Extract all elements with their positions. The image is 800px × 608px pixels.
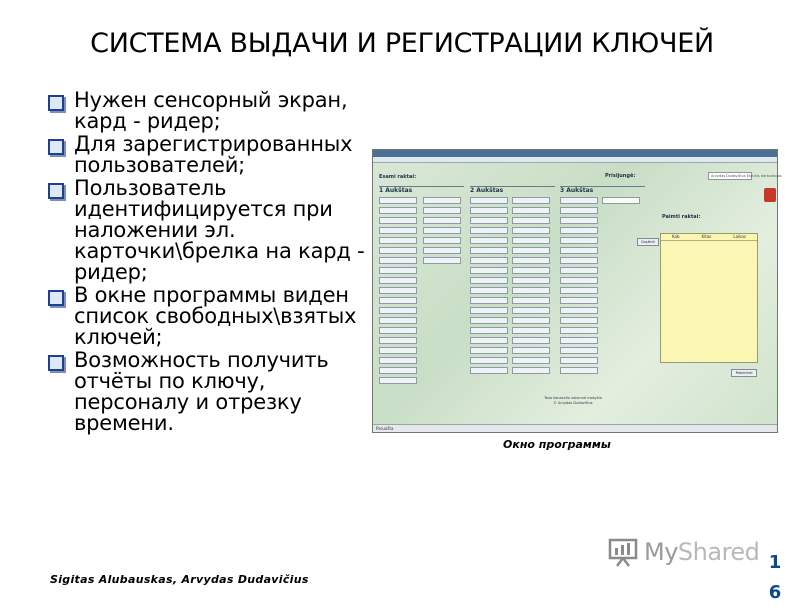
- program-footer-note: [513, 396, 633, 406]
- logo-text-part: My: [644, 538, 678, 566]
- key-button[interactable]: [512, 327, 550, 334]
- key-button[interactable]: [470, 227, 508, 234]
- key-button[interactable]: [470, 347, 508, 354]
- program-window-screenshot: [372, 149, 782, 433]
- key-button[interactable]: [470, 207, 508, 214]
- checkbox-bullet-icon: [48, 355, 64, 371]
- checkbox-bullet-icon: [48, 183, 64, 199]
- confirm-button[interactable]: Patvirtinti: [731, 369, 757, 377]
- key-button[interactable]: [470, 297, 508, 304]
- key-button[interactable]: [602, 197, 640, 204]
- key-button[interactable]: [470, 327, 508, 334]
- key-button[interactable]: [512, 277, 550, 284]
- key-button[interactable]: [379, 367, 417, 374]
- key-button[interactable]: [512, 247, 550, 254]
- bullet-item: [48, 285, 368, 348]
- checkbox-bullet-icon: [48, 139, 64, 155]
- key-button[interactable]: [379, 297, 417, 304]
- key-button[interactable]: [470, 367, 508, 374]
- key-button[interactable]: [512, 347, 550, 354]
- key-button[interactable]: [470, 247, 508, 254]
- key-button[interactable]: [470, 197, 508, 204]
- key-button[interactable]: [560, 337, 598, 344]
- key-button[interactable]: [560, 347, 598, 354]
- key-button[interactable]: [423, 227, 461, 234]
- bullet-text: Для зарегистрированных пользователей;: [74, 132, 353, 177]
- key-button[interactable]: [560, 277, 598, 284]
- bullet-item: [48, 134, 368, 176]
- key-button[interactable]: [423, 197, 461, 204]
- key-button[interactable]: [560, 227, 598, 234]
- floor-3-heading: 3 Aukštas: [560, 187, 594, 194]
- key-button[interactable]: [379, 357, 417, 364]
- key-button[interactable]: [512, 337, 550, 344]
- window-statusbar: Paruošta: [373, 424, 777, 432]
- footer-line: Tavo kanacelio valumnė mokykla: [544, 396, 602, 400]
- taken-keys-heading: Paimti raktai:: [662, 214, 701, 220]
- key-button[interactable]: [379, 217, 417, 224]
- myshared-logo: [608, 537, 759, 567]
- key-button[interactable]: [379, 247, 417, 254]
- floor-1-heading: 1 Aukštas: [379, 187, 413, 194]
- key-button[interactable]: [512, 287, 550, 294]
- login-user-field: Arvydas Dudavičius Etatinis darbuotojas: [708, 172, 752, 180]
- bullet-text: Пользователь идентифицируется при наложении эл. карточки\брелка на кард - ридер;: [74, 176, 365, 284]
- key-button[interactable]: [470, 267, 508, 274]
- key-button[interactable]: [512, 297, 550, 304]
- key-button[interactable]: [379, 197, 417, 204]
- key-button[interactable]: [470, 257, 508, 264]
- key-button[interactable]: [560, 327, 598, 334]
- free-keys-heading: Esami raktai:: [379, 174, 417, 180]
- bullet-text: Нужен сенсорный экран, кард - ридер;: [74, 88, 348, 133]
- key-button[interactable]: [560, 297, 598, 304]
- logo-text-part: Shared: [677, 538, 760, 566]
- key-button[interactable]: [470, 277, 508, 284]
- bullet-item: [48, 350, 368, 434]
- key-button[interactable]: [423, 217, 461, 224]
- checkbox-bullet-icon: [48, 290, 64, 306]
- key-button[interactable]: [423, 247, 461, 254]
- key-button[interactable]: [470, 357, 508, 364]
- key-button[interactable]: [512, 357, 550, 364]
- floor-divider: [470, 186, 555, 187]
- logo-text: [644, 538, 759, 566]
- key-button[interactable]: [423, 207, 461, 214]
- floor-divider: [379, 186, 464, 187]
- page-number: 16: [768, 552, 782, 603]
- screenshot-caption: Окно программы: [503, 438, 611, 451]
- floor-3-keys-column-b: [602, 197, 640, 207]
- key-button[interactable]: [560, 237, 598, 244]
- key-button[interactable]: [470, 317, 508, 324]
- key-button[interactable]: [512, 267, 550, 274]
- key-button[interactable]: [560, 257, 598, 264]
- floor-1-keys-column-b: [423, 197, 461, 267]
- column-header: Kitas: [701, 234, 712, 239]
- floor-3-keys-column-a: [560, 197, 598, 377]
- key-button[interactable]: [512, 317, 550, 324]
- key-button[interactable]: [379, 237, 417, 244]
- key-button[interactable]: [470, 237, 508, 244]
- key-button[interactable]: [560, 247, 598, 254]
- footer-line: © Arvydas Dudavičius: [553, 401, 593, 405]
- key-button[interactable]: [379, 287, 417, 294]
- key-button[interactable]: [379, 347, 417, 354]
- key-button[interactable]: [560, 267, 598, 274]
- key-button[interactable]: [512, 217, 550, 224]
- column-header: Laikas: [733, 234, 746, 239]
- key-button[interactable]: [379, 307, 417, 314]
- key-button[interactable]: [379, 317, 417, 324]
- key-button[interactable]: [423, 237, 461, 244]
- key-button[interactable]: [560, 207, 598, 214]
- key-button[interactable]: [512, 367, 550, 374]
- key-button[interactable]: [560, 287, 598, 294]
- column-header: Kab: [672, 234, 680, 239]
- taken-keys-table: [660, 233, 758, 363]
- exit-icon[interactable]: [764, 188, 776, 202]
- bullet-list: [48, 90, 368, 436]
- floor-divider: [560, 186, 645, 187]
- key-button[interactable]: [512, 257, 550, 264]
- floor-2-keys-column-b: [512, 197, 550, 377]
- bullet-text: Возможность получить отчёты по ключу, персоналу и отрезку времени.: [74, 348, 329, 435]
- window-titlebar: [373, 150, 777, 157]
- bullet-text: В окне программы виден список свободных\взятых ключей;: [74, 283, 357, 349]
- bullet-item: [48, 178, 368, 283]
- key-button[interactable]: [379, 337, 417, 344]
- key-button[interactable]: [423, 257, 461, 264]
- key-button[interactable]: [470, 217, 508, 224]
- key-button[interactable]: [470, 287, 508, 294]
- floor-2-keys-column-a: [470, 197, 508, 377]
- bullet-item: [48, 90, 368, 132]
- checkbox-bullet-icon: [48, 95, 64, 111]
- floor-2-heading: 2 Aukštas: [470, 187, 504, 194]
- floor-1-keys-column-a: [379, 197, 417, 387]
- key-button[interactable]: [379, 227, 417, 234]
- return-key-button[interactable]: Grąžinti: [637, 238, 659, 246]
- login-label: Prisijungė:: [605, 173, 636, 179]
- key-button[interactable]: [470, 307, 508, 314]
- key-button[interactable]: [560, 317, 598, 324]
- window-menubar: [373, 157, 777, 163]
- slide-title: СИСТЕМА ВЫДАЧИ И РЕГИСТРАЦИИ КЛЮЧЕЙ: [90, 28, 714, 59]
- taken-keys-header: [661, 234, 757, 241]
- key-button[interactable]: [512, 197, 550, 204]
- key-button[interactable]: [470, 337, 508, 344]
- key-button[interactable]: [560, 367, 598, 374]
- key-button[interactable]: [560, 307, 598, 314]
- key-button[interactable]: [379, 267, 417, 274]
- key-button[interactable]: [379, 257, 417, 264]
- key-button[interactable]: [512, 307, 550, 314]
- presentation-board-icon: [608, 537, 638, 567]
- key-button[interactable]: [560, 357, 598, 364]
- key-button[interactable]: [512, 237, 550, 244]
- key-button[interactable]: [379, 327, 417, 334]
- key-button[interactable]: [379, 377, 417, 384]
- key-button[interactable]: [512, 207, 550, 214]
- slide-authors: Sigitas Alubauskas, Arvydas Dudavičius: [50, 573, 309, 586]
- key-button[interactable]: [560, 217, 598, 224]
- key-button[interactable]: [560, 197, 598, 204]
- key-button[interactable]: [379, 207, 417, 214]
- key-button[interactable]: [512, 227, 550, 234]
- key-button[interactable]: [379, 277, 417, 284]
